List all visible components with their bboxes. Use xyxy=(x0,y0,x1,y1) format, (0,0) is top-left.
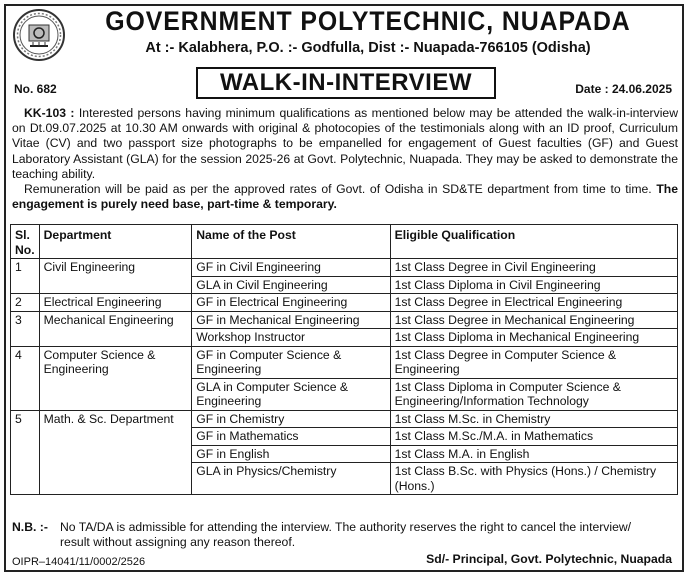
cell-post: GLA in Civil Engineering xyxy=(192,276,390,294)
cell-post: GF in Chemistry xyxy=(192,410,390,428)
cell-post: GF in Electrical Engineering xyxy=(192,294,390,312)
institution-title: GOVERNMENT POLYTECHNIC, NUAPADA xyxy=(105,6,631,36)
note-line-2: result without assigning any reason thereof. xyxy=(60,535,296,549)
cell-qualification: 1st Class M.A. in English xyxy=(390,445,677,463)
cell-qualification: 1st Class M.Sc./M.A. in Mathematics xyxy=(390,428,677,446)
table-row xyxy=(11,410,678,428)
header-post: Name of the Post xyxy=(192,225,390,259)
intro-paragraph xyxy=(12,106,678,182)
note-block xyxy=(12,520,678,550)
cell-post: GF in Computer Science & Engineering xyxy=(192,346,390,378)
cell-qualification: 1st Class Degree in Civil Engineering xyxy=(390,259,677,277)
cell-sl-no: 2 xyxy=(11,294,40,312)
cell-sl-no: 4 xyxy=(11,346,40,410)
cell-qualification: 1st Class Degree in Electrical Engineering xyxy=(390,294,677,312)
cell-department: Mechanical Engineering xyxy=(39,311,192,346)
cell-qualification: 1st Class Degree in Mechanical Engineering xyxy=(390,311,677,329)
header-qualification: Eligible Qualification xyxy=(390,225,677,259)
signature: Sd/- Principal, Govt. Polytechnic, Nuapada xyxy=(426,552,672,566)
intro-text: Interested persons having minimum qualifications as mentioned below may be attended the walk-in-interview on Dt.09.07.2025 at 10.30 AM onwards with original & photocopies of the testimonials along with an ID proof, Curriculum Vitae (CV) and two passport size photographs to be empanelled for engagement of Guest faculties (GF) and Guest Laboratory Assistant (GLA) for the session 2025-26 at Govt. Polytechnic, Nuapada. They may be asked to demonstrate the teaching ability. xyxy=(12,106,678,181)
cell-post: GLA in Physics/Chemistry xyxy=(192,463,390,495)
cell-post: GF in Mechanical Engineering xyxy=(192,311,390,329)
cell-post: GLA in Computer Science & Engineering xyxy=(192,378,390,410)
cell-department: Civil Engineering xyxy=(39,259,192,294)
note-label: N.B. :- xyxy=(12,520,48,534)
notice-date: Date : 24.06.2025 xyxy=(575,82,672,96)
institution-address: At :- Kalabhera, P.O. :- Godfulla, Dist :- Nuapada-766105 (Odisha) xyxy=(145,40,591,56)
header-sl-no: Sl. No. xyxy=(11,225,40,259)
cell-qualification: 1st Class Diploma in Mechanical Engineering xyxy=(390,329,677,347)
cell-post: GF in English xyxy=(192,445,390,463)
cell-post: Workshop Instructor xyxy=(192,329,390,347)
reference-code: KK-103 : xyxy=(24,106,75,120)
cell-post: GF in Civil Engineering xyxy=(192,259,390,277)
cell-qualification: 1st Class M.Sc. in Chemistry xyxy=(390,410,677,428)
header-department: Department xyxy=(39,225,192,259)
institution-emblem-icon xyxy=(12,8,66,62)
posts-table xyxy=(10,224,678,495)
notice-number: No. 682 xyxy=(14,82,57,96)
cell-qualification: 1st Class Degree in Computer Science & Engineering xyxy=(390,346,677,378)
remuneration-text: Remuneration will be paid as per the approved rates of Govt. of Odisha in SD&TE department from time to time. xyxy=(24,182,657,196)
cell-sl-no: 1 xyxy=(11,259,40,294)
table-row xyxy=(11,294,678,312)
cell-sl-no: 3 xyxy=(11,311,40,346)
cell-qualification: 1st Class Diploma in Computer Science & Engineering/Information Technology xyxy=(390,378,677,410)
cell-department: Computer Science & Engineering xyxy=(39,346,192,410)
engagement-terms: The engagement is purely need base, part-time & temporary. xyxy=(12,182,678,212)
cell-sl-no: 5 xyxy=(11,410,40,495)
notice-banner: WALK-IN-INTERVIEW xyxy=(196,67,496,99)
table-row xyxy=(11,311,678,329)
remuneration-paragraph xyxy=(12,182,678,212)
cell-department: Electrical Engineering xyxy=(39,294,192,312)
table-row xyxy=(11,259,678,277)
cell-department: Math. & Sc. Department xyxy=(39,410,192,495)
oipr-reference: OIPR–14041/11/0002/2526 xyxy=(12,556,146,568)
cell-qualification: 1st Class B.Sc. with Physics (Hons.) / Chemistry (Hons.) xyxy=(390,463,677,495)
note-line-1: No TA/DA is admissible for attending the interview. The authority reserves the right to cancel the interview/ xyxy=(60,520,632,534)
cell-post: GF in Mathematics xyxy=(192,428,390,446)
cell-qualification: 1st Class Diploma in Civil Engineering xyxy=(390,276,677,294)
table-header-row xyxy=(11,225,678,259)
table-row xyxy=(11,346,678,378)
